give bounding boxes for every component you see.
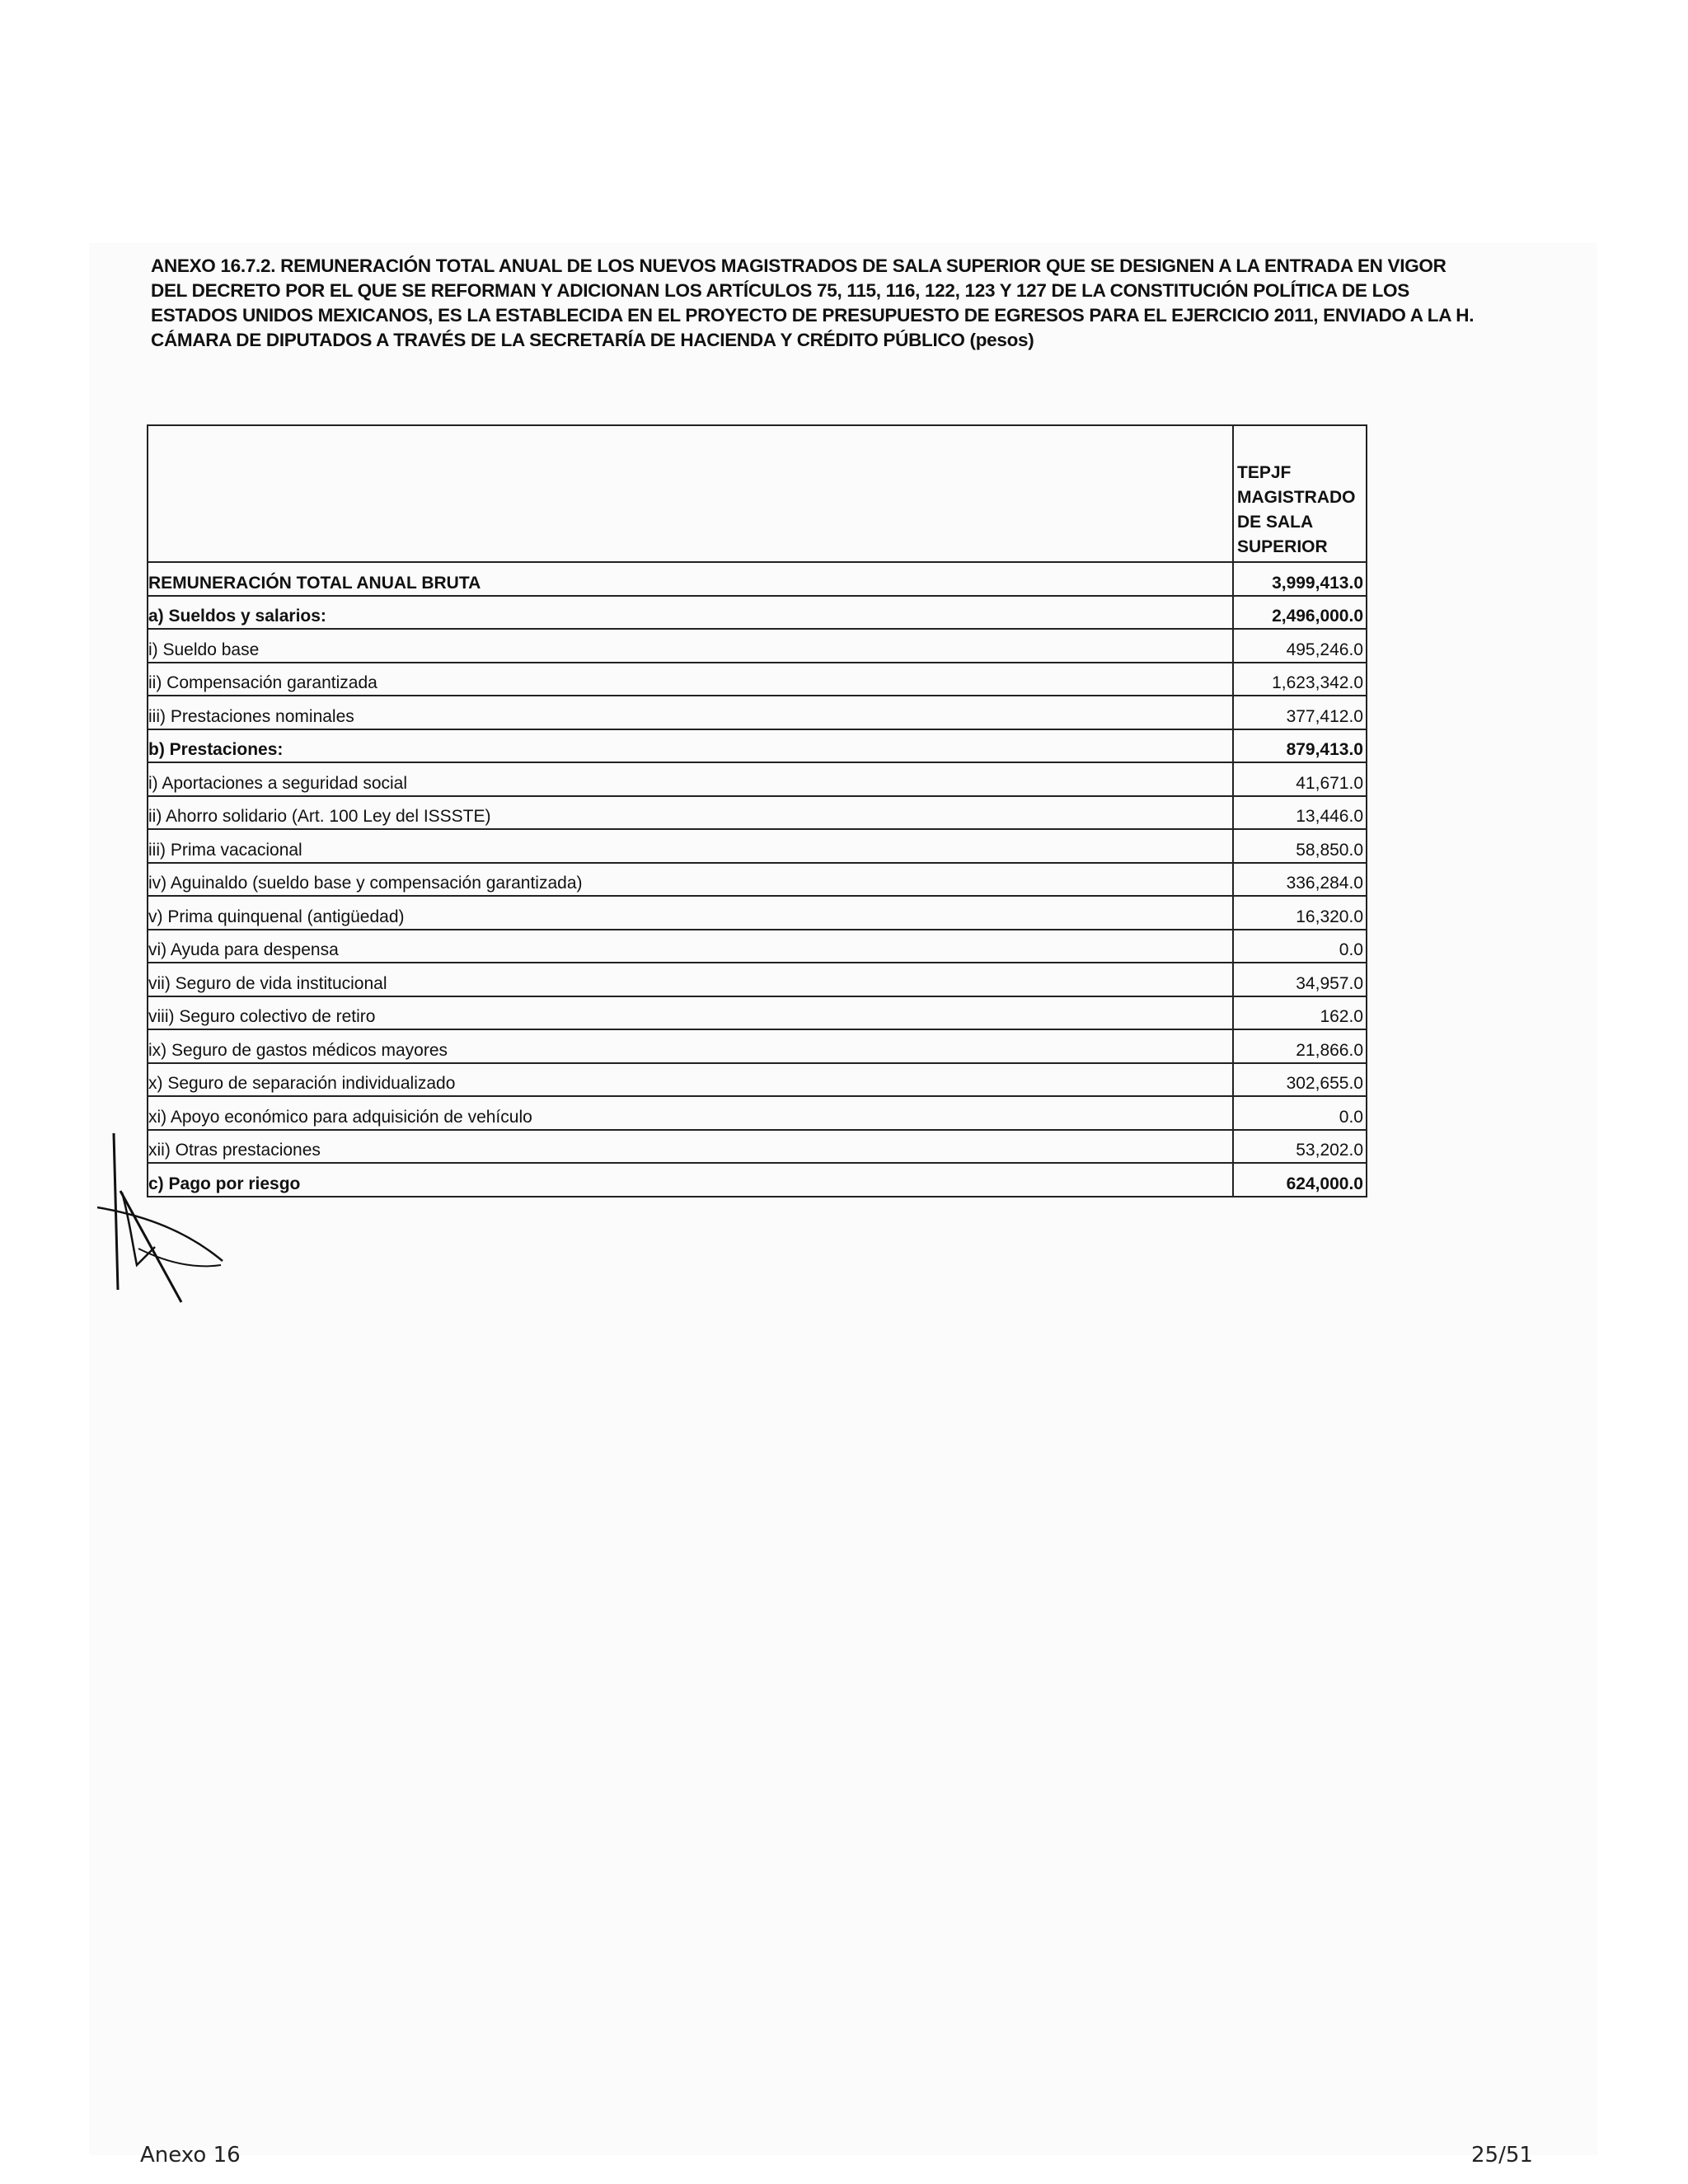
row-label: iii) Prima vacacional	[148, 829, 1233, 863]
row-value: 21,866.0	[1233, 1029, 1367, 1063]
table-row	[148, 896, 1367, 930]
table-row-section	[148, 596, 1367, 630]
table-row	[148, 930, 1367, 963]
table-row	[148, 863, 1367, 897]
document-title	[151, 254, 1475, 353]
row-value: 162.0	[1233, 996, 1367, 1030]
column-header-line: DE SALA	[1237, 513, 1314, 532]
row-label: i) Sueldo base	[148, 629, 1233, 663]
row-label: xii) Otras prestaciones	[148, 1130, 1233, 1164]
table-row-section	[148, 729, 1367, 763]
row-value: 336,284.0	[1233, 863, 1367, 897]
row-value: 34,957.0	[1233, 963, 1367, 996]
row-label: iv) Aguinaldo (sueldo base y compensación garantizada)	[148, 863, 1233, 897]
row-label: v) Prima quinquenal (antigüedad)	[148, 896, 1233, 930]
column-header-line: MAGISTRADO	[1237, 488, 1356, 507]
row-label: xi) Apoyo económico para adquisición de vehículo	[148, 1096, 1233, 1130]
column-header-line: SUPERIOR	[1237, 537, 1328, 556]
row-label: i) Aportaciones a seguridad social	[148, 762, 1233, 796]
title-line: DEL DECRETO POR EL QUE SE REFORMAN Y ADICIONAN LOS ARTÍCULOS 75, 115, 116, 122, 123 Y 127 DE LA CONSTITUCIÓN POLÍTICA DE LOS	[151, 280, 1409, 301]
row-label: iii) Prestaciones nominales	[148, 696, 1233, 729]
row-label: b) Prestaciones:	[148, 729, 1233, 763]
row-label: ix) Seguro de gastos médicos mayores	[148, 1029, 1233, 1063]
table-row	[148, 1096, 1367, 1130]
row-value: 53,202.0	[1233, 1130, 1367, 1164]
table-row	[148, 963, 1367, 996]
row-label: ii) Compensación garantizada	[148, 663, 1233, 696]
table-row	[148, 829, 1367, 863]
row-value: 58,850.0	[1233, 829, 1367, 863]
table-header-row	[148, 425, 1367, 562]
row-label: REMUNERACIÓN TOTAL ANUAL BRUTA	[148, 562, 1233, 596]
table-row-total	[148, 562, 1367, 596]
title-line: ESTADOS UNIDOS MEXICANOS, ES LA ESTABLECIDA EN EL PROYECTO DE PRESUPUESTO DE EGRESOS PARA EL EJERCICIO 2011, ENVIADO A LA H.	[151, 305, 1475, 326]
row-label: ii) Ahorro solidario (Art. 100 Ley del ISSSTE)	[148, 796, 1233, 830]
row-label: viii) Seguro colectivo de retiro	[148, 996, 1233, 1030]
table-row-section	[148, 1163, 1367, 1197]
row-value: 13,446.0	[1233, 796, 1367, 830]
row-value: 302,655.0	[1233, 1063, 1367, 1097]
table-row	[148, 1029, 1367, 1063]
row-value: 41,671.0	[1233, 762, 1367, 796]
row-label: vii) Seguro de vida institucional	[148, 963, 1233, 996]
row-label: x) Seguro de separación individualizado	[148, 1063, 1233, 1097]
row-value: 3,999,413.0	[1233, 562, 1367, 596]
row-value: 2,496,000.0	[1233, 596, 1367, 630]
row-label: c) Pago por riesgo	[148, 1163, 1233, 1197]
table-row	[148, 1063, 1367, 1097]
row-label: vi) Ayuda para despensa	[148, 930, 1233, 963]
handwritten-signature	[89, 1125, 229, 1306]
row-label: a) Sueldos y salarios:	[148, 596, 1233, 630]
row-value: 495,246.0	[1233, 629, 1367, 663]
table-row	[148, 663, 1367, 696]
footer-annex-label: Anexo 16	[140, 2143, 241, 2168]
table-row	[148, 762, 1367, 796]
row-value: 0.0	[1233, 930, 1367, 963]
table-row	[148, 696, 1367, 729]
table-row	[148, 996, 1367, 1030]
title-line: ANEXO 16.7.2. REMUNERACIÓN TOTAL ANUAL DE LOS NUEVOS MAGISTRADOS DE SALA SUPERIOR QUE SE DESIGNEN A LA ENTRADA EN VIGOR	[151, 255, 1447, 276]
row-value: 16,320.0	[1233, 896, 1367, 930]
table-row	[148, 629, 1367, 663]
table-row	[148, 796, 1367, 830]
row-value: 624,000.0	[1233, 1163, 1367, 1197]
row-value: 377,412.0	[1233, 696, 1367, 729]
column-header-line: TEPJF	[1237, 463, 1292, 482]
header-blank-cell	[148, 425, 1233, 562]
footer-page-number: 25/51	[1471, 2143, 1533, 2168]
table-row	[148, 1130, 1367, 1164]
row-value: 879,413.0	[1233, 729, 1367, 763]
row-value: 1,623,342.0	[1233, 663, 1367, 696]
remuneration-table	[147, 424, 1367, 1197]
title-line: CÁMARA DE DIPUTADOS A TRAVÉS DE LA SECRETARÍA DE HACIENDA Y CRÉDITO PÚBLICO (pesos)	[151, 330, 1034, 350]
row-value: 0.0	[1233, 1096, 1367, 1130]
column-header	[1233, 425, 1367, 562]
